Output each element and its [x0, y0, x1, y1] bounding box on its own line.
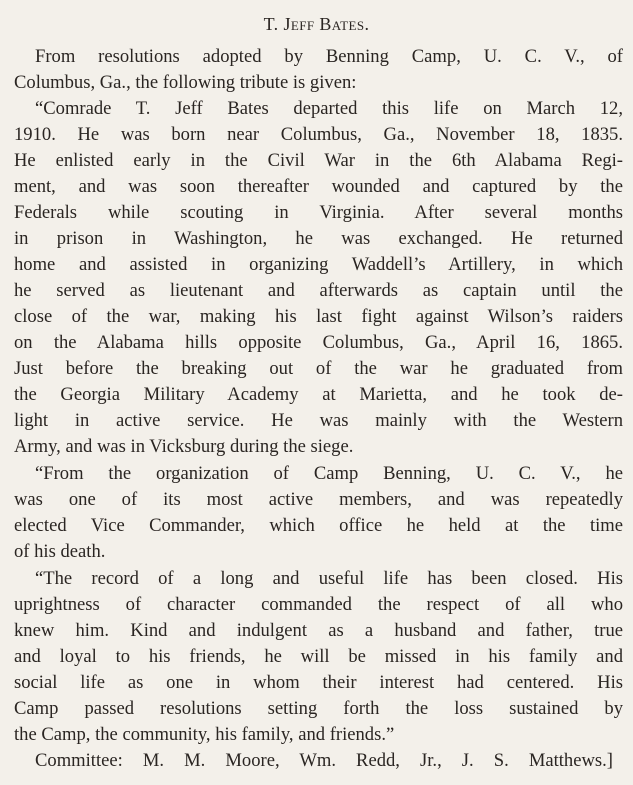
text-line: the Camp, the community, his family, and friends.”: [14, 724, 395, 745]
text-line: Federals while scouting in Virginia. After several months: [14, 202, 623, 223]
text-line: home and assisted in organizing Waddell’s Artillery, in which: [14, 254, 623, 275]
text-line: on the Alabama hills opposite Columbus, Ga., April 16, 1865.: [14, 332, 623, 353]
text-line: “The record of a long and useful life has been closed. His: [35, 568, 623, 589]
text-line: From resolutions adopted by Benning Camp, U. C. V., of: [35, 46, 623, 67]
text-line: uprightness of character commanded the respect of all who: [14, 594, 623, 615]
text-line: light in active service. He was mainly with the Western: [14, 410, 623, 431]
text-line: of his death.: [14, 541, 106, 562]
text-line: in prison in Washington, he was exchanged. He returned: [14, 228, 623, 249]
text-line: 1910. He was born near Columbus, Ga., November 18, 1835.: [14, 124, 623, 145]
text-line: “Comrade T. Jeff Bates departed this life on March 12,: [35, 98, 623, 119]
article-title: T. Jeff Bates.: [263, 14, 370, 34]
text-line: He enlisted early in the Civil War in the 6th Alabama Regi-: [14, 150, 623, 171]
text-line: was one of its most active members, and was repeatedly: [14, 489, 623, 510]
text-line: the Georgia Military Academy at Marietta, and he took de-: [14, 384, 623, 405]
text-line: Just before the breaking out of the war he graduated from: [14, 358, 623, 379]
committee-line: Committee: M. M. Moore, Wm. Redd, Jr., J. S. Matthews.]: [35, 750, 613, 771]
text-line: “From the organization of Camp Benning, U. C. V., he: [35, 463, 623, 484]
text-line: ment, and was soon thereafter wounded and captured by the: [14, 176, 623, 197]
text-line: Camp passed resolutions setting forth the loss sustained by: [14, 698, 623, 719]
text-line: he served as lieutenant and afterwards as captain until the: [14, 280, 623, 301]
text-line: Columbus, Ga., the following tribute is given:: [14, 72, 357, 93]
text-line: knew him. Kind and indulgent as a husband and father, true: [14, 620, 623, 641]
text-line: and loyal to his friends, he will be missed in his family and: [14, 646, 623, 667]
text-line: social life as one in whom their interest had centered. His: [14, 672, 623, 693]
text-line: close of the war, making his last fight against Wilson’s raiders: [14, 306, 623, 327]
text-line: elected Vice Commander, which office he held at the time: [14, 515, 623, 536]
text-line: Army, and was in Vicksburg during the siege.: [14, 436, 354, 457]
